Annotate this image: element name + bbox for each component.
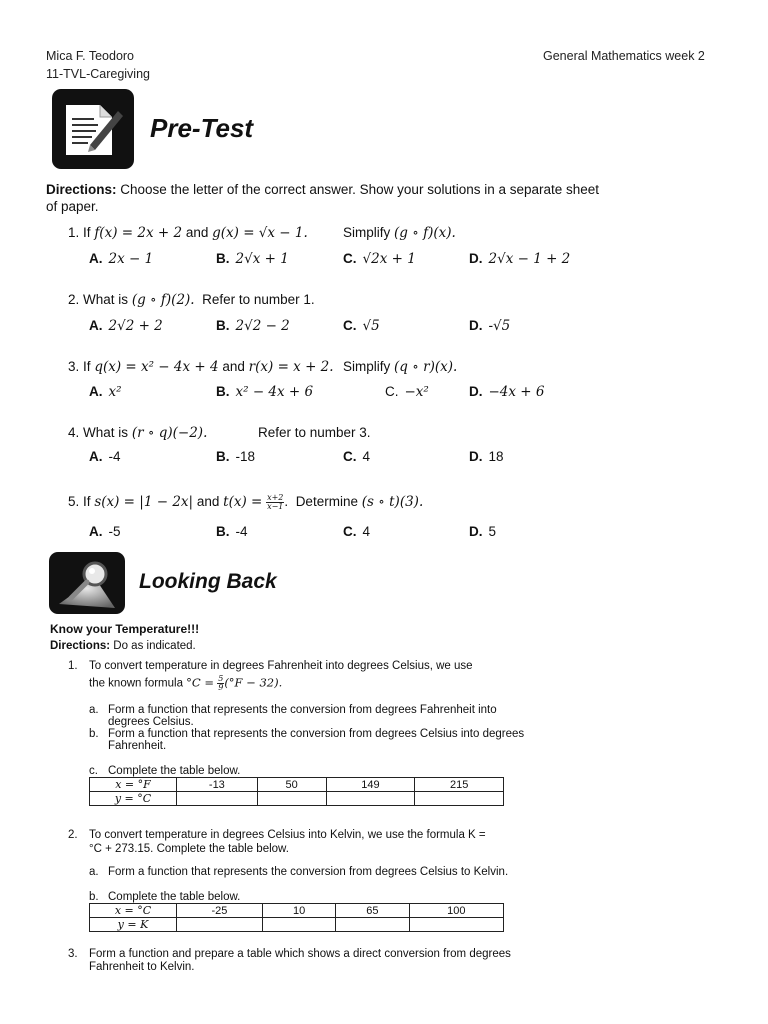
question-3-task (343, 359, 457, 375)
table-cell: 50 (257, 778, 326, 792)
looking-back-title: Looking Back (139, 570, 277, 593)
sub-item-a: Form a function that represents the conversion from degrees Fahrenheit into degrees Celsius. (108, 704, 497, 728)
question-reference: Refer to number 1. (202, 292, 315, 307)
table-row (90, 904, 504, 918)
question-number: 3. (68, 359, 80, 374)
question-text: Simplify (343, 225, 391, 240)
sub-item-b: Complete the table below. (108, 891, 241, 903)
table-cell[interactable] (177, 918, 263, 932)
table-row (90, 778, 504, 792)
option-b: B. -18 (216, 449, 256, 464)
item-2-text: To convert temperature in degrees Celsius into Kelvin, we use the formula K = (89, 829, 486, 841)
question-text: Determine (295, 494, 358, 510)
sub-item-a: Form a function that represents the conversion from degrees Celsius to Kelvin. (108, 866, 509, 878)
option-a: A. 2√2 + 2 (89, 318, 163, 334)
question-5: 5. If s(x) = |1 − 2x| and t(x) = $\frac{x+2}{x-1}$ . Determine (s ∘ t)(3). (68, 493, 424, 511)
table-cell: 65 (336, 904, 409, 918)
table-cell[interactable] (336, 918, 409, 932)
question-number: 1. (68, 225, 80, 240)
item-1-number: 1. (68, 660, 78, 672)
option-c: C. 4 (343, 449, 371, 464)
pretest-directions (46, 181, 606, 215)
table-cell: 149 (326, 778, 415, 792)
table-cell[interactable] (326, 792, 415, 806)
table-cell: y = °C (90, 792, 177, 806)
table-cell[interactable] (257, 792, 326, 806)
question-text: If (83, 494, 91, 510)
item-3-number: 3. (68, 948, 78, 960)
math-expression: q(x) = x² − 4x + 4 (94, 359, 219, 375)
question-text: If (83, 225, 91, 240)
item-1-text: To convert temperature in degrees Fahrenheit into degrees Celsius, we use (89, 660, 473, 672)
question-text: Simplify (343, 359, 391, 374)
item-3-text: Form a function and prepare a table which shows a direct conversion from degrees Fahrenheit to Kelvin. (89, 948, 511, 973)
math-expression: f(x) = 2x + 2 (94, 225, 183, 241)
item-1-formula: the known formula °C = $\frac{5}{9}$ (°F − 32). (89, 674, 283, 692)
question-4-reference: Refer to number 3. (258, 425, 371, 440)
sub-item-b: Form a function that represents the conversion from degrees Celsius into degrees Fahrenheit. (108, 728, 525, 752)
math-expression: (g ∘ f)(2). (131, 292, 195, 308)
directions-label: Directions: (46, 182, 117, 197)
table-row (90, 792, 504, 806)
table-cell[interactable] (415, 792, 504, 806)
table-cell: x = °C (90, 904, 177, 918)
directions-text: Do as indicated. (113, 640, 196, 652)
table-cell: -25 (177, 904, 263, 918)
celsius-kelvin-table (89, 903, 504, 932)
option-c: C. √5 (343, 318, 380, 334)
looking-back-directions (50, 640, 196, 652)
question-text: and (222, 359, 245, 374)
question-text: What is (83, 292, 129, 307)
option-d: D. −4x + 6 (469, 384, 545, 400)
math-expression: (g ∘ f)(x). (394, 225, 456, 241)
math-expression: s(x) = |1 − 2x| (94, 494, 194, 511)
directions-label: Directions: (50, 640, 111, 652)
table-cell[interactable] (177, 792, 258, 806)
option-d: D. 2√x − 1 + 2 (469, 251, 571, 267)
option-d: D. 5 (469, 524, 497, 539)
question-text: and (185, 225, 209, 240)
student-section: 11-TVL-Caregiving (46, 67, 150, 81)
question-number: 4. (68, 425, 80, 440)
question-4 (68, 425, 207, 441)
sub-letter: b. (89, 891, 99, 903)
looking-back-subtitle: Know your Temperature!!! (50, 622, 200, 636)
fraction: $\frac{x+2}{x-1}$ (267, 493, 284, 511)
table-cell: y = K (90, 918, 177, 932)
math-expression: (s ∘ t)(3). (361, 494, 424, 511)
option-d: D. -√5 (469, 318, 511, 334)
directions-text: Choose the letter of the correct answer. Show your solutions in a separate sheet of paper. (46, 182, 600, 214)
student-name: Mica F. Teodoro (46, 49, 135, 63)
sub-letter: b. (89, 728, 99, 740)
question-number: 2. (68, 292, 80, 307)
math-expression: t(x) = (223, 494, 263, 511)
table-cell: x = °F (90, 778, 177, 792)
option-b: B. -4 (216, 524, 248, 539)
fahrenheit-celsius-table (89, 777, 504, 806)
question-1-task (343, 225, 456, 241)
question-2 (68, 292, 315, 308)
document-pen-icon (52, 89, 134, 169)
sub-letter: a. (89, 866, 99, 878)
option-d: D. 18 (469, 449, 504, 464)
question-text: What is (83, 425, 129, 440)
table-cell: 215 (415, 778, 504, 792)
option-c: C. √2x + 1 (343, 251, 416, 267)
table-cell[interactable] (262, 918, 335, 932)
table-cell[interactable] (409, 918, 503, 932)
option-b: B. 2√x + 1 (216, 251, 289, 267)
math-expression: r(x) = x + 2. (248, 359, 334, 375)
subject-title: General Mathematics week 2 (543, 49, 705, 63)
table-cell: -13 (177, 778, 258, 792)
sub-item-c: Complete the table below. (108, 765, 241, 777)
option-b: B. 2√2 − 2 (216, 318, 290, 334)
option-c: C. 4 (343, 524, 371, 539)
question-number: 5. (68, 494, 80, 510)
item-2-text-line2: °C + 273.15. Complete the table below. (89, 843, 289, 855)
math-expression: (r ∘ q)(−2). (131, 425, 208, 441)
math-expression: g(x) = √x − 1. (212, 225, 308, 241)
sub-letter: c. (89, 765, 98, 777)
option-a: A. -5 (89, 524, 121, 539)
table-cell: 10 (262, 904, 335, 918)
table-cell: 100 (409, 904, 503, 918)
question-1 (68, 225, 308, 241)
item-2-number: 2. (68, 829, 78, 841)
question-3 (68, 359, 334, 375)
option-a: A. 2x − 1 (89, 251, 154, 267)
option-a: A. -4 (89, 449, 121, 464)
question-text: If (83, 359, 91, 374)
pretest-title: Pre-Test (150, 113, 254, 143)
magnifier-icon (49, 552, 125, 614)
table-row (90, 918, 504, 932)
math-expression: (q ∘ r)(x). (394, 359, 458, 375)
sub-letter: a. (89, 704, 99, 716)
option-b: B. x² − 4x + 6 (216, 384, 314, 400)
option-a: A. x² (89, 384, 122, 400)
question-text: and (196, 494, 220, 510)
option-c: C. −x² (385, 384, 429, 400)
